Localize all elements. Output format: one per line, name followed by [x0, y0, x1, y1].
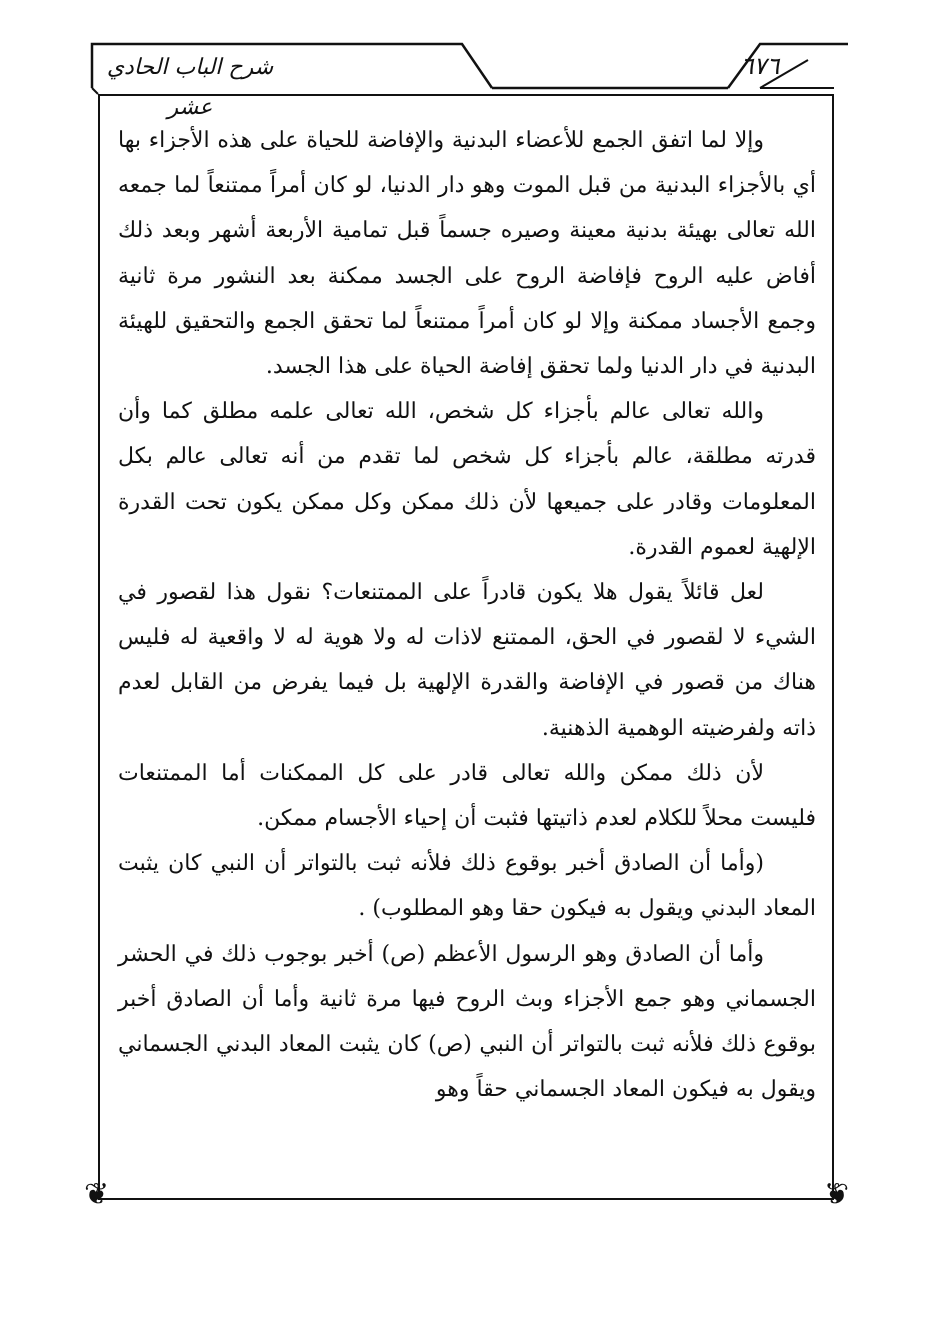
- paragraph: وأما أن الصادق وهو الرسول الأعظم (ص) أخبر بوجوب ذلك في الحشر الجسماني وهو جمع الأجزاء وبث الروح فيها مرة ثانية وأما أن الصادق أخبر بوقوع ذلك فلأنه ثبت بالتواتر أن النبي (ص) كان يثبت المعاد البدني الجسماني ويقول به فيكون المعاد الجسماني حقاً وهو: [118, 941, 816, 1103]
- paragraph: وإلا لما اتفق الجمع للأعضاء البدنية والإفاضة للحياة على هذه الأجزاء بها أي بالأجزاء البدنية من قبل الموت وهو دار الدنيا، لو كان أمراً ممتنعاً لما جمعه الله تعالى بهيئة بدنية معينة وصيره جسماً قبل تمامية الأربعة أشهر وبعد ذلك أفاض عليه الروح فإفاضة الروح على الجسد ممكنة بعد النشور مرة ثانية وجمع الأجساد ممكنة وإلا لو كان أمراً ممتنعاً لما تحقق الجمع والتحقيق للهيئة البدنية في دار الدنيا ولما تحقق إفاضة الحياة على هذا الجسد.: [118, 128, 816, 380]
- right-corner-ornament-icon: ❦: [824, 1177, 850, 1212]
- page-number: ٦٧٦: [740, 52, 780, 80]
- paragraph: (وأما أن الصادق أخبر بوقوع ذلك فلأنه ثبت بالتواتر أن النبي كان يثبت المعاد البدني ويقول به فيكون حقا وهو المطلوب) .: [118, 851, 816, 922]
- paragraph: لعل قائلاً يقول هلا يكون قادراً على الممتنعات؟ نقول هذا لقصور في الشيء لا لقصور في الحق، الممتنع لاذات له ولا هوية له لا واقعية له فليس هناك من قصور في الإفاضة والقدرة الإلهية بل فيما يفرض من القابل لعدم ذاته ولفرضيته الوهمية الذهنية.: [118, 580, 816, 741]
- paragraph: لأن ذلك ممكن والله تعالى قادر على كل الممكنات أما الممتنعات فليست محلاً للكلام لعدم ذاتيتها فثبت أن إحياء الأجسام ممكن.: [118, 760, 816, 832]
- main-text: [118, 118, 816, 1112]
- running-title: شرح الباب الحادي عشر: [106, 55, 274, 120]
- paragraph: والله تعالى عالم بأجزاء كل شخص، الله تعالى علمه مطلق كما وأن قدرته مطلقة، عالم بأجزاء كل شخص لما تقدم من أنه تعالى عالم بكل المعلومات وقادر على جميعها لأن ذلك ممكن وكل ممكن يكون تحت القدرة الإلهية لعموم القدرة.: [118, 399, 816, 560]
- left-corner-ornament-icon: ❦: [84, 1177, 110, 1212]
